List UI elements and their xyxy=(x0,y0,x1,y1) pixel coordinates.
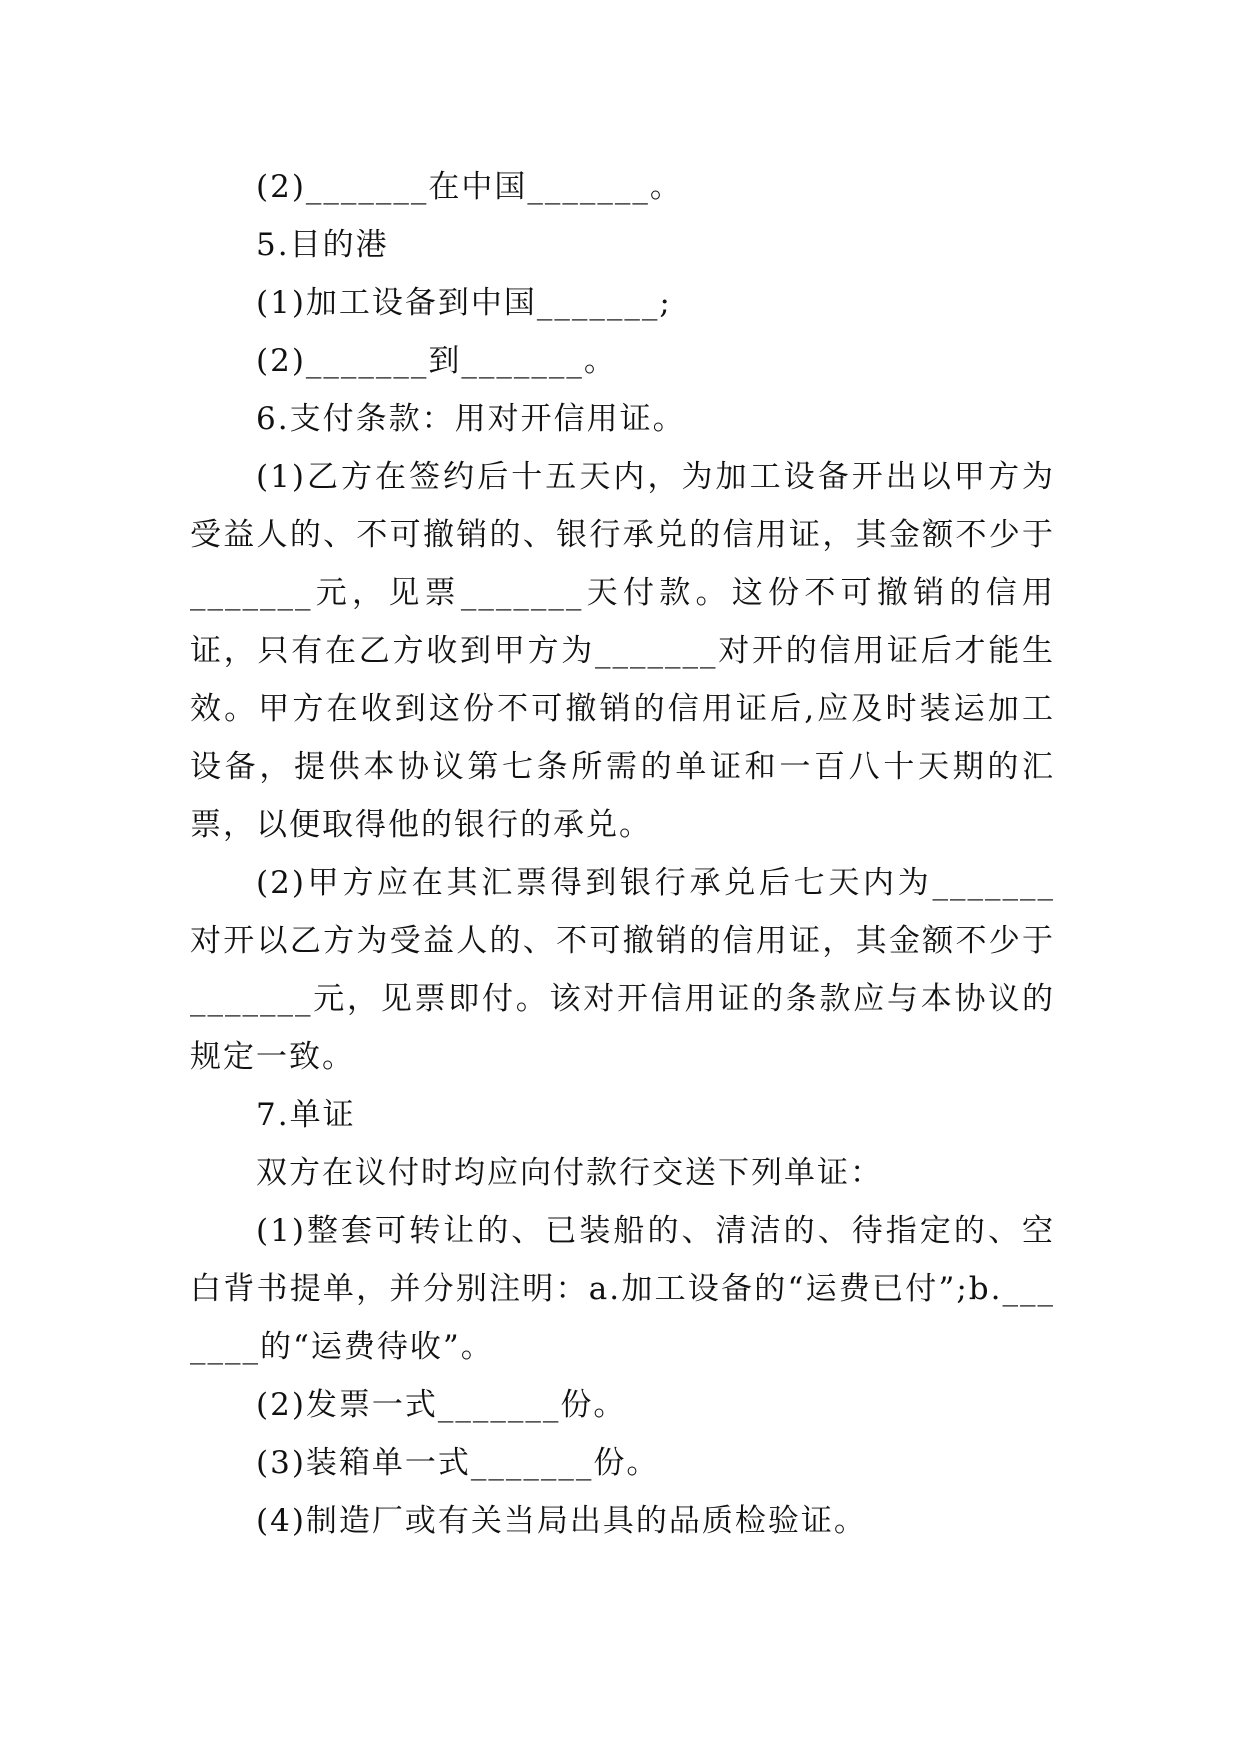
clause-7-1: (1)整套可转让的、已装船的、清洁的、待指定的、空白背书提单，并分别注明：a.加工设备的“运费已付”;b._______的“运费待收”。 xyxy=(190,1213,1055,1365)
section-6-heading: 6.支付条款：用对开信用证。 xyxy=(256,401,686,437)
section-5-heading: 5.目的港 xyxy=(256,227,389,263)
section-7-heading: 7.单证 xyxy=(256,1097,356,1133)
clause-4-2: (2)_______在中国_______。 xyxy=(256,169,683,205)
clause-5-2: (2)_______到_______。 xyxy=(256,343,617,379)
clause-6-1: (1)乙方在签约后十五天内，为加工设备开出以甲方为受益人的、不可撤销的、银行承兑的信用证，其金额不少于_______元，见票_______天付款。这份不可撤销的信用证，只有在乙方收到甲方为_______对开的信用证后才能生效。甲方在收到这份不可撤销的信用证后,应及时装运加工设备，提供本协议第七条所需的单证和一百八十天期的汇票，以便取得他的银行的承兑。 xyxy=(190,459,1055,843)
clause-7-4: (4)制造厂或有关当局出具的品质检验证。 xyxy=(256,1503,867,1539)
document-body xyxy=(190,158,1055,1550)
section-7-intro: 双方在议付时均应向付款行交送下列单证： xyxy=(256,1155,883,1191)
clause-7-3: (3)装箱单一式_______份。 xyxy=(256,1445,660,1481)
clause-5-1: (1)加工设备到中国_______; xyxy=(256,285,672,321)
clause-7-2: (2)发票一式_______份。 xyxy=(256,1387,627,1423)
clause-6-2: (2)甲方应在其汇票得到银行承兑后七天内为_______对开以乙方为受益人的、不可撤销的信用证，其金额不少于_______元，见票即付。该对开信用证的条款应与本协议的规定一致。 xyxy=(190,865,1055,1075)
